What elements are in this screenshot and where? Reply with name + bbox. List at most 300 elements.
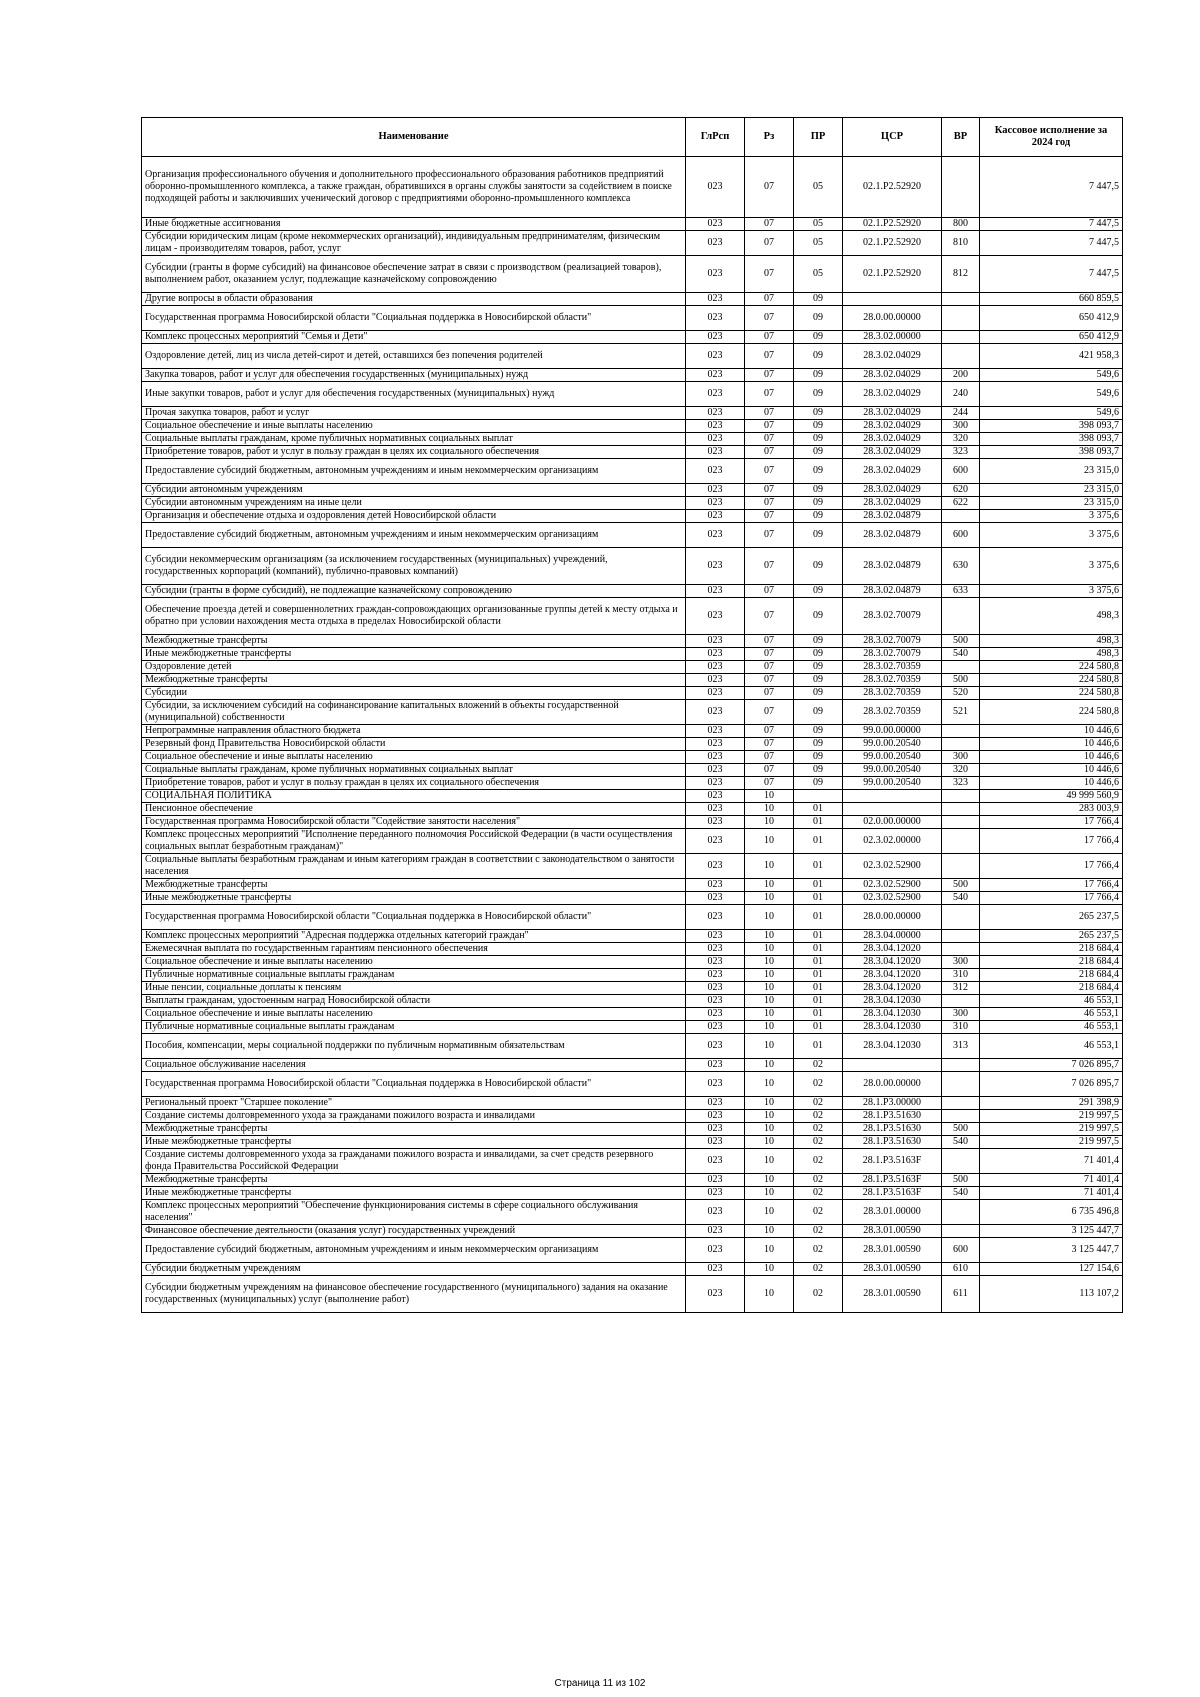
cell-amount: 219 997,5 — [980, 1110, 1123, 1123]
cell-rz: 10 — [745, 854, 794, 879]
cell-rz: 10 — [745, 1276, 794, 1313]
cell-csr: 28.1.P3.51630 — [843, 1110, 942, 1123]
cell-csr: 28.3.02.04029 — [843, 446, 942, 459]
cell-pr: 09 — [794, 635, 843, 648]
cell-name: Иные бюджетные ассигнования — [142, 218, 686, 231]
cell-amount: 71 401,4 — [980, 1187, 1123, 1200]
cell-glrsp: 023 — [686, 585, 745, 598]
cell-vr: 244 — [942, 407, 980, 420]
cell-amount: 3 375,6 — [980, 585, 1123, 598]
cell-name: Иные межбюджетные трансферты — [142, 648, 686, 661]
cell-pr: 02 — [794, 1263, 843, 1276]
cell-pr: 09 — [794, 725, 843, 738]
cell-pr: 09 — [794, 751, 843, 764]
table-row — [142, 700, 1123, 725]
cell-glrsp: 023 — [686, 1008, 745, 1021]
cell-amount: 265 237,5 — [980, 905, 1123, 930]
cell-name: Выплаты гражданам, удостоенным наград Новосибирской области — [142, 995, 686, 1008]
cell-pr: 02 — [794, 1110, 843, 1123]
cell-csr — [843, 803, 942, 816]
cell-glrsp: 023 — [686, 687, 745, 700]
cell-glrsp: 023 — [686, 420, 745, 433]
cell-amount: 650 412,9 — [980, 306, 1123, 331]
cell-rz: 07 — [745, 344, 794, 369]
cell-amount: 46 553,1 — [980, 1008, 1123, 1021]
cell-name: Публичные нормативные социальные выплаты гражданам — [142, 969, 686, 982]
cell-csr: 99.0.00.20540 — [843, 764, 942, 777]
cell-glrsp: 023 — [686, 700, 745, 725]
cell-name: СОЦИАЛЬНАЯ ПОЛИТИКА — [142, 790, 686, 803]
cell-glrsp: 023 — [686, 777, 745, 790]
cell-pr: 02 — [794, 1174, 843, 1187]
cell-pr: 02 — [794, 1072, 843, 1097]
cell-vr — [942, 930, 980, 943]
cell-name: Обеспечение проезда детей и совершеннолетних граждан-сопровождающих организованные группы детей к месту отдыха и обратно при условии нахождения места отдыха в пределах Новосибирской области — [142, 598, 686, 635]
cell-glrsp: 023 — [686, 982, 745, 995]
cell-pr: 09 — [794, 523, 843, 548]
cell-rz: 07 — [745, 407, 794, 420]
cell-amount: 17 766,4 — [980, 829, 1123, 854]
cell-vr — [942, 293, 980, 306]
cell-pr: 05 — [794, 218, 843, 231]
table-row — [142, 661, 1123, 674]
table-row — [142, 497, 1123, 510]
cell-vr — [942, 1200, 980, 1225]
table-row — [142, 1072, 1123, 1097]
cell-name: Субсидии автономным учреждениям на иные цели — [142, 497, 686, 510]
cell-vr: 600 — [942, 523, 980, 548]
cell-amount: 71 401,4 — [980, 1149, 1123, 1174]
cell-csr: 28.3.01.00000 — [843, 1200, 942, 1225]
cell-pr: 01 — [794, 995, 843, 1008]
table-row — [142, 598, 1123, 635]
cell-glrsp: 023 — [686, 256, 745, 293]
cell-amount: 17 766,4 — [980, 892, 1123, 905]
cell-name: Межбюджетные трансферты — [142, 1174, 686, 1187]
cell-glrsp: 023 — [686, 1097, 745, 1110]
cell-name: Оздоровление детей — [142, 661, 686, 674]
cell-csr: 28.3.02.04879 — [843, 510, 942, 523]
cell-pr: 09 — [794, 433, 843, 446]
cell-rz: 07 — [745, 764, 794, 777]
cell-vr — [942, 803, 980, 816]
cell-glrsp: 023 — [686, 635, 745, 648]
cell-vr: 800 — [942, 218, 980, 231]
cell-vr: 300 — [942, 1008, 980, 1021]
cell-amount: 113 107,2 — [980, 1276, 1123, 1313]
table-row — [142, 1187, 1123, 1200]
cell-glrsp: 023 — [686, 1136, 745, 1149]
cell-amount: 283 003,9 — [980, 803, 1123, 816]
cell-glrsp: 023 — [686, 293, 745, 306]
table-row — [142, 1034, 1123, 1059]
cell-name: Субсидии автономным учреждениям — [142, 484, 686, 497]
table-row — [142, 218, 1123, 231]
cell-rz: 07 — [745, 256, 794, 293]
cell-name: Субсидии юридическим лицам (кроме некоммерческих организаций), индивидуальным предпринимателям, физическим лицам - производителям товаров, работ, услуг — [142, 231, 686, 256]
cell-csr: 28.0.00.00000 — [843, 1072, 942, 1097]
cell-name: Социальное обеспечение и иные выплаты населению — [142, 420, 686, 433]
cell-rz: 07 — [745, 725, 794, 738]
cell-glrsp: 023 — [686, 446, 745, 459]
cell-glrsp: 023 — [686, 598, 745, 635]
cell-pr: 01 — [794, 892, 843, 905]
table-row — [142, 674, 1123, 687]
cell-csr: 28.3.02.70079 — [843, 648, 942, 661]
cell-vr: 812 — [942, 256, 980, 293]
cell-glrsp: 023 — [686, 930, 745, 943]
cell-csr: 28.3.02.00000 — [843, 331, 942, 344]
table-row — [142, 1021, 1123, 1034]
cell-name: Закупка товаров, работ и услуг для обеспечения государственных (муниципальных) нужд — [142, 369, 686, 382]
cell-vr: 500 — [942, 635, 980, 648]
cell-csr: 99.0.00.20540 — [843, 751, 942, 764]
table-row — [142, 1110, 1123, 1123]
cell-vr — [942, 1072, 980, 1097]
table-row — [142, 1263, 1123, 1276]
cell-csr: 28.3.02.70359 — [843, 674, 942, 687]
cell-csr: 99.0.00.00000 — [843, 725, 942, 738]
header-name: Наименование — [142, 118, 686, 157]
cell-vr — [942, 995, 980, 1008]
table-row — [142, 854, 1123, 879]
cell-rz: 10 — [745, 943, 794, 956]
cell-vr: 810 — [942, 231, 980, 256]
cell-vr: 611 — [942, 1276, 980, 1313]
cell-glrsp: 023 — [686, 382, 745, 407]
cell-name: Создание системы долговременного ухода за гражданами пожилого возраста и инвалидами — [142, 1110, 686, 1123]
table-row — [142, 777, 1123, 790]
cell-glrsp: 023 — [686, 1187, 745, 1200]
cell-amount: 218 684,4 — [980, 943, 1123, 956]
cell-amount: 71 401,4 — [980, 1174, 1123, 1187]
cell-name: Региональный проект "Старшее поколение" — [142, 1097, 686, 1110]
cell-glrsp: 023 — [686, 523, 745, 548]
cell-glrsp: 023 — [686, 369, 745, 382]
table-row — [142, 369, 1123, 382]
table-row — [142, 879, 1123, 892]
cell-csr: 28.3.02.04029 — [843, 484, 942, 497]
cell-glrsp: 023 — [686, 905, 745, 930]
cell-amount: 7 026 895,7 — [980, 1059, 1123, 1072]
cell-rz: 07 — [745, 218, 794, 231]
cell-name: Организация и обеспечение отдыха и оздоровления детей Новосибирской области — [142, 510, 686, 523]
cell-vr — [942, 331, 980, 344]
cell-vr: 633 — [942, 585, 980, 598]
cell-name: Социальное обслуживание населения — [142, 1059, 686, 1072]
table-row — [142, 446, 1123, 459]
cell-pr: 01 — [794, 803, 843, 816]
cell-amount: 46 553,1 — [980, 1021, 1123, 1034]
cell-vr — [942, 943, 980, 956]
cell-rz: 10 — [745, 1149, 794, 1174]
table-row — [142, 407, 1123, 420]
table-row — [142, 157, 1123, 218]
cell-vr — [942, 157, 980, 218]
cell-glrsp: 023 — [686, 956, 745, 969]
cell-name: Государственная программа Новосибирской области "Содействие занятости населения" — [142, 816, 686, 829]
cell-name: Приобретение товаров, работ и услуг в пользу граждан в целях их социального обеспечения — [142, 446, 686, 459]
cell-rz: 07 — [745, 231, 794, 256]
cell-rz: 10 — [745, 1008, 794, 1021]
cell-vr — [942, 1225, 980, 1238]
cell-rz: 07 — [745, 687, 794, 700]
cell-glrsp: 023 — [686, 725, 745, 738]
cell-pr: 09 — [794, 331, 843, 344]
cell-rz: 07 — [745, 598, 794, 635]
cell-pr: 01 — [794, 816, 843, 829]
cell-rz: 07 — [745, 751, 794, 764]
cell-rz: 10 — [745, 892, 794, 905]
cell-csr: 28.3.04.12030 — [843, 1021, 942, 1034]
cell-amount: 398 093,7 — [980, 420, 1123, 433]
cell-amount: 46 553,1 — [980, 995, 1123, 1008]
table-row — [142, 484, 1123, 497]
table-row — [142, 256, 1123, 293]
table-row — [142, 816, 1123, 829]
cell-vr: 600 — [942, 459, 980, 484]
table-row — [142, 331, 1123, 344]
cell-pr: 09 — [794, 497, 843, 510]
cell-csr: 28.3.04.12020 — [843, 943, 942, 956]
cell-vr: 310 — [942, 969, 980, 982]
cell-csr: 28.1.P3.5163F — [843, 1174, 942, 1187]
cell-name: Социальные выплаты безработным гражданам и иным категориям граждан в соответствии с законодательством о занятости населения — [142, 854, 686, 879]
cell-vr: 500 — [942, 1123, 980, 1136]
cell-glrsp: 023 — [686, 497, 745, 510]
table-row — [142, 231, 1123, 256]
cell-csr: 28.1.P3.5163F — [843, 1187, 942, 1200]
cell-pr: 09 — [794, 484, 843, 497]
cell-pr: 09 — [794, 777, 843, 790]
cell-amount: 498,3 — [980, 635, 1123, 648]
cell-rz: 07 — [745, 382, 794, 407]
cell-glrsp: 023 — [686, 1238, 745, 1263]
cell-rz: 07 — [745, 446, 794, 459]
cell-name: Оздоровление детей, лиц из числа детей-сирот и детей, оставшихся без попечения родителей — [142, 344, 686, 369]
cell-rz: 07 — [745, 585, 794, 598]
cell-vr — [942, 344, 980, 369]
cell-rz: 10 — [745, 930, 794, 943]
cell-pr: 01 — [794, 854, 843, 879]
cell-pr: 01 — [794, 879, 843, 892]
table-row — [142, 420, 1123, 433]
cell-rz: 07 — [745, 157, 794, 218]
cell-amount: 127 154,6 — [980, 1263, 1123, 1276]
cell-glrsp: 023 — [686, 1225, 745, 1238]
cell-pr: 09 — [794, 738, 843, 751]
cell-glrsp: 023 — [686, 790, 745, 803]
cell-csr: 02.1.P2.52920 — [843, 231, 942, 256]
cell-pr: 09 — [794, 510, 843, 523]
cell-amount: 7 447,5 — [980, 218, 1123, 231]
cell-pr: 02 — [794, 1123, 843, 1136]
cell-csr: 02.1.P2.52920 — [843, 218, 942, 231]
cell-pr: 09 — [794, 648, 843, 661]
cell-pr: 09 — [794, 459, 843, 484]
cell-amount: 10 446,6 — [980, 738, 1123, 751]
cell-csr: 28.3.02.04029 — [843, 382, 942, 407]
cell-rz: 07 — [745, 548, 794, 585]
cell-amount: 23 315,0 — [980, 497, 1123, 510]
cell-name: Субсидии, за исключением субсидий на софинансирование капитальных вложений в объекты государственной (муниципальной) собственности — [142, 700, 686, 725]
cell-glrsp: 023 — [686, 459, 745, 484]
cell-glrsp: 023 — [686, 892, 745, 905]
header-csr: ЦСР — [843, 118, 942, 157]
cell-vr: 600 — [942, 1238, 980, 1263]
cell-vr: 300 — [942, 751, 980, 764]
cell-rz: 10 — [745, 829, 794, 854]
cell-glrsp: 023 — [686, 648, 745, 661]
cell-rz: 07 — [745, 306, 794, 331]
cell-pr: 09 — [794, 293, 843, 306]
cell-rz: 10 — [745, 1136, 794, 1149]
cell-name: Предоставление субсидий бюджетным, автономным учреждениям и иным некоммерческим организациям — [142, 1238, 686, 1263]
cell-pr: 09 — [794, 306, 843, 331]
cell-csr — [843, 1059, 942, 1072]
cell-glrsp: 023 — [686, 674, 745, 687]
cell-csr: 28.1.P3.5163F — [843, 1149, 942, 1174]
cell-vr: 622 — [942, 497, 980, 510]
cell-csr: 02.3.02.52900 — [843, 879, 942, 892]
cell-amount: 7 026 895,7 — [980, 1072, 1123, 1097]
cell-vr: 323 — [942, 446, 980, 459]
cell-glrsp: 023 — [686, 829, 745, 854]
cell-vr — [942, 510, 980, 523]
cell-amount: 49 999 560,9 — [980, 790, 1123, 803]
cell-vr: 300 — [942, 956, 980, 969]
cell-rz: 10 — [745, 995, 794, 1008]
cell-amount: 219 997,5 — [980, 1136, 1123, 1149]
cell-csr: 28.1.P3.00000 — [843, 1097, 942, 1110]
cell-csr: 02.3.02.52900 — [843, 892, 942, 905]
cell-glrsp: 023 — [686, 1110, 745, 1123]
cell-glrsp: 023 — [686, 1072, 745, 1097]
cell-csr: 28.1.P3.51630 — [843, 1136, 942, 1149]
cell-rz: 10 — [745, 1123, 794, 1136]
cell-vr: 312 — [942, 982, 980, 995]
cell-vr: 540 — [942, 892, 980, 905]
table-row — [142, 1059, 1123, 1072]
cell-amount: 549,6 — [980, 407, 1123, 420]
table-row — [142, 738, 1123, 751]
cell-name: Комплекс процессных мероприятий "Исполнение переданного полномочия Российской Федерации (в части осуществления социальных выплат безработным гражданам)" — [142, 829, 686, 854]
cell-vr — [942, 738, 980, 751]
cell-pr: 09 — [794, 344, 843, 369]
cell-csr: 28.3.02.70079 — [843, 635, 942, 648]
cell-amount: 498,3 — [980, 648, 1123, 661]
cell-name: Межбюджетные трансферты — [142, 674, 686, 687]
cell-rz: 07 — [745, 635, 794, 648]
cell-rz: 07 — [745, 674, 794, 687]
cell-csr: 02.1.P2.52920 — [843, 157, 942, 218]
cell-csr: 28.1.P3.51630 — [843, 1123, 942, 1136]
cell-csr: 28.3.02.70359 — [843, 700, 942, 725]
cell-amount: 421 958,3 — [980, 344, 1123, 369]
cell-vr: 300 — [942, 420, 980, 433]
cell-pr: 01 — [794, 969, 843, 982]
cell-vr — [942, 829, 980, 854]
cell-csr: 28.3.02.04029 — [843, 497, 942, 510]
cell-amount: 650 412,9 — [980, 331, 1123, 344]
cell-pr: 01 — [794, 1008, 843, 1021]
cell-amount: 17 766,4 — [980, 854, 1123, 879]
cell-amount: 3 375,6 — [980, 510, 1123, 523]
cell-pr: 02 — [794, 1097, 843, 1110]
cell-name: Пенсионное обеспечение — [142, 803, 686, 816]
cell-pr: 01 — [794, 1034, 843, 1059]
table-row — [142, 1200, 1123, 1225]
cell-vr: 500 — [942, 674, 980, 687]
cell-amount: 23 315,0 — [980, 459, 1123, 484]
cell-rz: 10 — [745, 1110, 794, 1123]
cell-amount: 3 375,6 — [980, 523, 1123, 548]
cell-rz: 07 — [745, 497, 794, 510]
table-row — [142, 751, 1123, 764]
table-row — [142, 459, 1123, 484]
table-row — [142, 943, 1123, 956]
table-row — [142, 892, 1123, 905]
cell-rz: 10 — [745, 1097, 794, 1110]
cell-glrsp: 023 — [686, 433, 745, 446]
budget-document — [141, 117, 1122, 1313]
cell-pr: 01 — [794, 905, 843, 930]
cell-amount: 549,6 — [980, 369, 1123, 382]
cell-amount: 218 684,4 — [980, 982, 1123, 995]
table-row — [142, 687, 1123, 700]
cell-name: Организация профессионального обучения и дополнительного профессионального образования работников предприятий оборонно-промышленного комплекса, а также граждан, обратившихся в органы службы занятости за содействием в поиске подходящей работы и заключивших ученический договор с предприятиями оборонно-промышленного комплекса — [142, 157, 686, 218]
cell-rz: 10 — [745, 956, 794, 969]
cell-pr: 09 — [794, 585, 843, 598]
cell-amount: 6 735 496,8 — [980, 1200, 1123, 1225]
cell-rz: 07 — [745, 648, 794, 661]
cell-vr: 540 — [942, 1187, 980, 1200]
cell-vr: 521 — [942, 700, 980, 725]
cell-rz: 10 — [745, 879, 794, 892]
cell-name: Субсидии некоммерческим организациям (за исключением государственных (муниципальных) учреждений, государственных корпораций (компаний), публично-правовых компаний) — [142, 548, 686, 585]
cell-rz: 07 — [745, 738, 794, 751]
cell-name: Государственная программа Новосибирской области "Социальная поддержка в Новосибирской области" — [142, 1072, 686, 1097]
cell-glrsp: 023 — [686, 1149, 745, 1174]
cell-rz: 10 — [745, 1021, 794, 1034]
cell-pr: 01 — [794, 943, 843, 956]
cell-pr: 05 — [794, 157, 843, 218]
cell-name: Финансовое обеспечение деятельности (оказания услуг) государственных учреждений — [142, 1225, 686, 1238]
cell-pr: 02 — [794, 1200, 843, 1225]
cell-glrsp: 023 — [686, 969, 745, 982]
cell-csr: 28.3.01.00590 — [843, 1225, 942, 1238]
cell-name: Государственная программа Новосибирской области "Социальная поддержка в Новосибирской области" — [142, 905, 686, 930]
cell-pr: 09 — [794, 382, 843, 407]
cell-csr: 28.3.01.00590 — [843, 1276, 942, 1313]
cell-rz: 10 — [745, 803, 794, 816]
cell-glrsp: 023 — [686, 306, 745, 331]
table-body — [142, 157, 1123, 1313]
cell-pr: 09 — [794, 661, 843, 674]
cell-name: Ежемесячная выплата по государственным гарантиям пенсионного обеспечения — [142, 943, 686, 956]
cell-csr: 28.3.02.70079 — [843, 598, 942, 635]
cell-name: Субсидии бюджетным учреждениям — [142, 1263, 686, 1276]
table-row — [142, 1149, 1123, 1174]
table-row — [142, 433, 1123, 446]
cell-rz: 07 — [745, 510, 794, 523]
table-row — [142, 1276, 1123, 1313]
cell-glrsp: 023 — [686, 1263, 745, 1276]
cell-vr: 310 — [942, 1021, 980, 1034]
header-glrsp: ГлРсп — [686, 118, 745, 157]
cell-glrsp: 023 — [686, 661, 745, 674]
cell-amount: 549,6 — [980, 382, 1123, 407]
